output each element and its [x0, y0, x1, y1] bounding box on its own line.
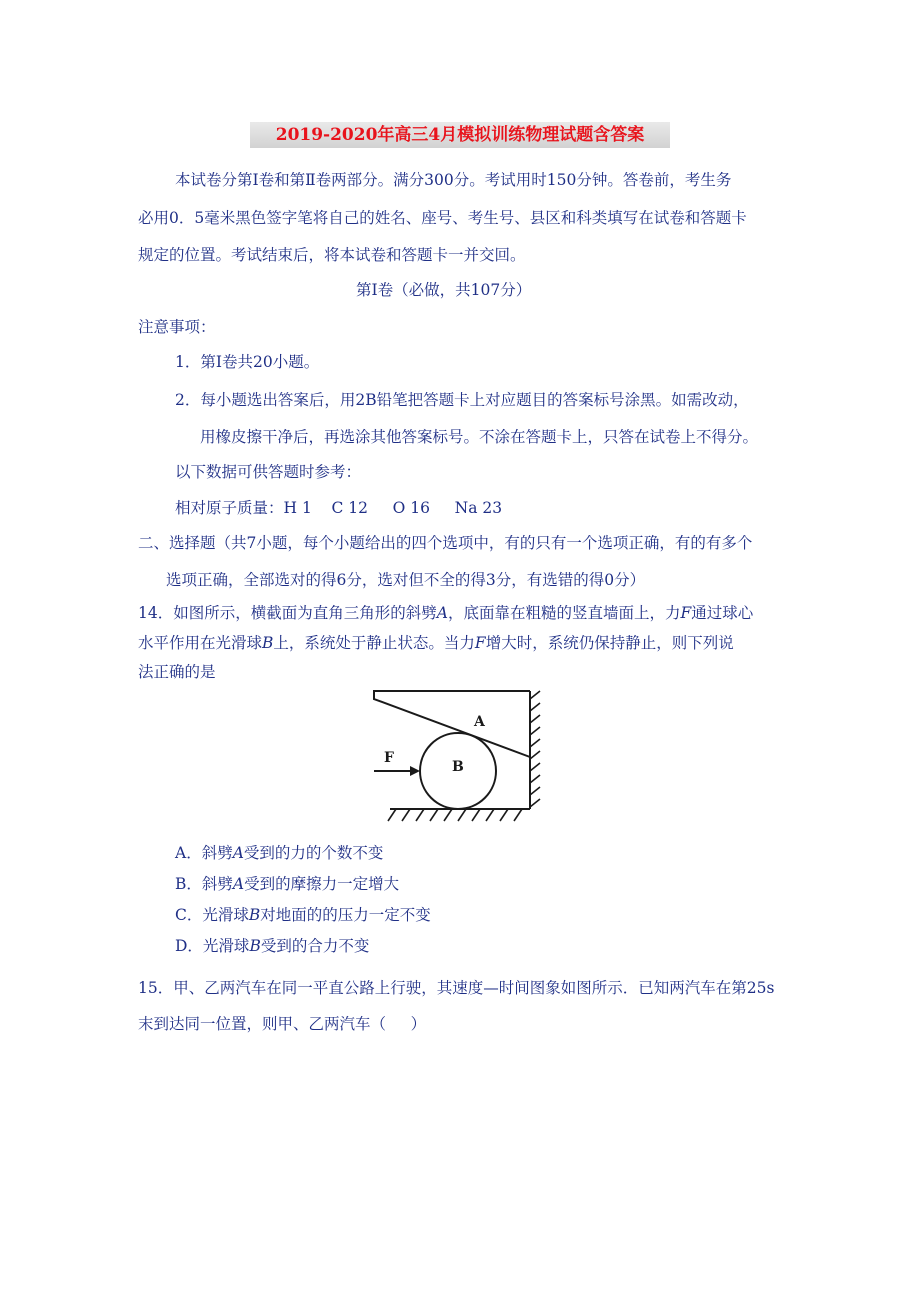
q14-line-3: 法正确的是	[138, 663, 216, 681]
option-var: A	[232, 844, 244, 862]
physics-figure	[372, 685, 548, 833]
q14-text: 14．如图所示，横截面为直角三角形的斜劈	[138, 604, 437, 622]
q15-line-1: 15．甲、乙两汽车在同一平直公路上行驶，其速度—时间图象如图所示．已知两汽车在第25s	[138, 979, 775, 997]
force-arrowhead	[410, 766, 420, 776]
note-2-line-1: 2．每小题选出答案后，用2B铅笔把答题卡上对应题目的答案标号涂黑。如需改动，	[175, 391, 749, 409]
q14-var: F	[680, 604, 692, 622]
option-text: 受到的合力不变	[260, 937, 370, 955]
section-heading: 第Ⅰ卷（必做，共107分）	[356, 281, 532, 299]
option-var: B	[249, 937, 261, 955]
q14-line-1	[138, 603, 753, 623]
note-1: 1．第Ⅰ卷共20小题。	[175, 353, 320, 371]
q14-text: 水平作用在光滑球	[138, 634, 263, 652]
q14-var: A	[436, 604, 448, 622]
note-2-line-2: 用橡皮擦干净后，再选涂其他答案标号。不涂在答题卡上，只答在试卷上不得分。	[200, 428, 759, 446]
label-f: F	[384, 750, 394, 766]
intro-line-1: 本试卷分第Ⅰ卷和第Ⅱ卷两部分。满分300分。考试用时150分钟。答卷前，考生务	[175, 171, 732, 189]
q14-var: B	[262, 634, 274, 652]
q14-line-2	[138, 633, 734, 653]
notes-heading: 注意事项：	[138, 318, 216, 336]
option-var: A	[232, 875, 245, 893]
reference-note: 以下数据可供答题时参考：	[175, 463, 362, 481]
q14-text: 通过球心	[691, 604, 754, 622]
atomic-masses: 相对原子质量：H 1 C 12 O 16 Na 23	[175, 499, 503, 517]
option-prefix: C．光滑球	[175, 906, 249, 924]
option-b	[175, 874, 399, 894]
option-text: 受到的摩擦力一定增大	[244, 875, 400, 893]
q14-var: F	[474, 634, 486, 652]
option-text: 受到的力的个数不变	[243, 844, 384, 862]
label-b: B	[452, 759, 464, 775]
option-prefix: B．斜劈	[175, 875, 233, 893]
wall-hatching	[530, 691, 540, 807]
page-title: 2019-2020年高三4月模拟训练物理试题含答案	[250, 122, 670, 148]
option-prefix: A．斜劈	[175, 844, 233, 862]
option-c	[175, 905, 431, 925]
option-var: B	[248, 906, 261, 924]
q14-text: ，底面靠在粗糙的竖直墙面上，力	[447, 604, 681, 622]
q14-text: 增大时，系统仍保持静止，则下列说	[485, 634, 734, 652]
ground-hatching	[388, 809, 522, 821]
option-prefix: D．光滑球	[175, 937, 250, 955]
q15-line-2: 末到达同一位置，则甲、乙两汽车（ ）	[138, 1015, 427, 1033]
option-text: 对地面的的压力一定不变	[260, 906, 431, 924]
intro-line-3: 规定的位置。考试结束后，将本试卷和答题卡一并交回。	[138, 246, 526, 264]
part2-line-2: 选项正确，全部选对的得6分，选对但不全的得3分，有选错的得0分）	[166, 571, 646, 589]
option-d	[175, 936, 369, 956]
wedge-a	[374, 691, 530, 757]
q14-text: 上，系统处于静止状态。当力	[273, 634, 475, 652]
label-a: A	[474, 714, 485, 730]
intro-line-2: 必用0．5毫米黑色签字笔将自己的姓名、座号、考生号、县区和科类填写在试卷和答题卡	[138, 209, 747, 227]
option-a	[175, 843, 383, 863]
part2-line-1: 二、选择题（共7小题，每个小题给出的四个选项中，有的只有一个选项正确，有的有多个	[138, 534, 753, 552]
